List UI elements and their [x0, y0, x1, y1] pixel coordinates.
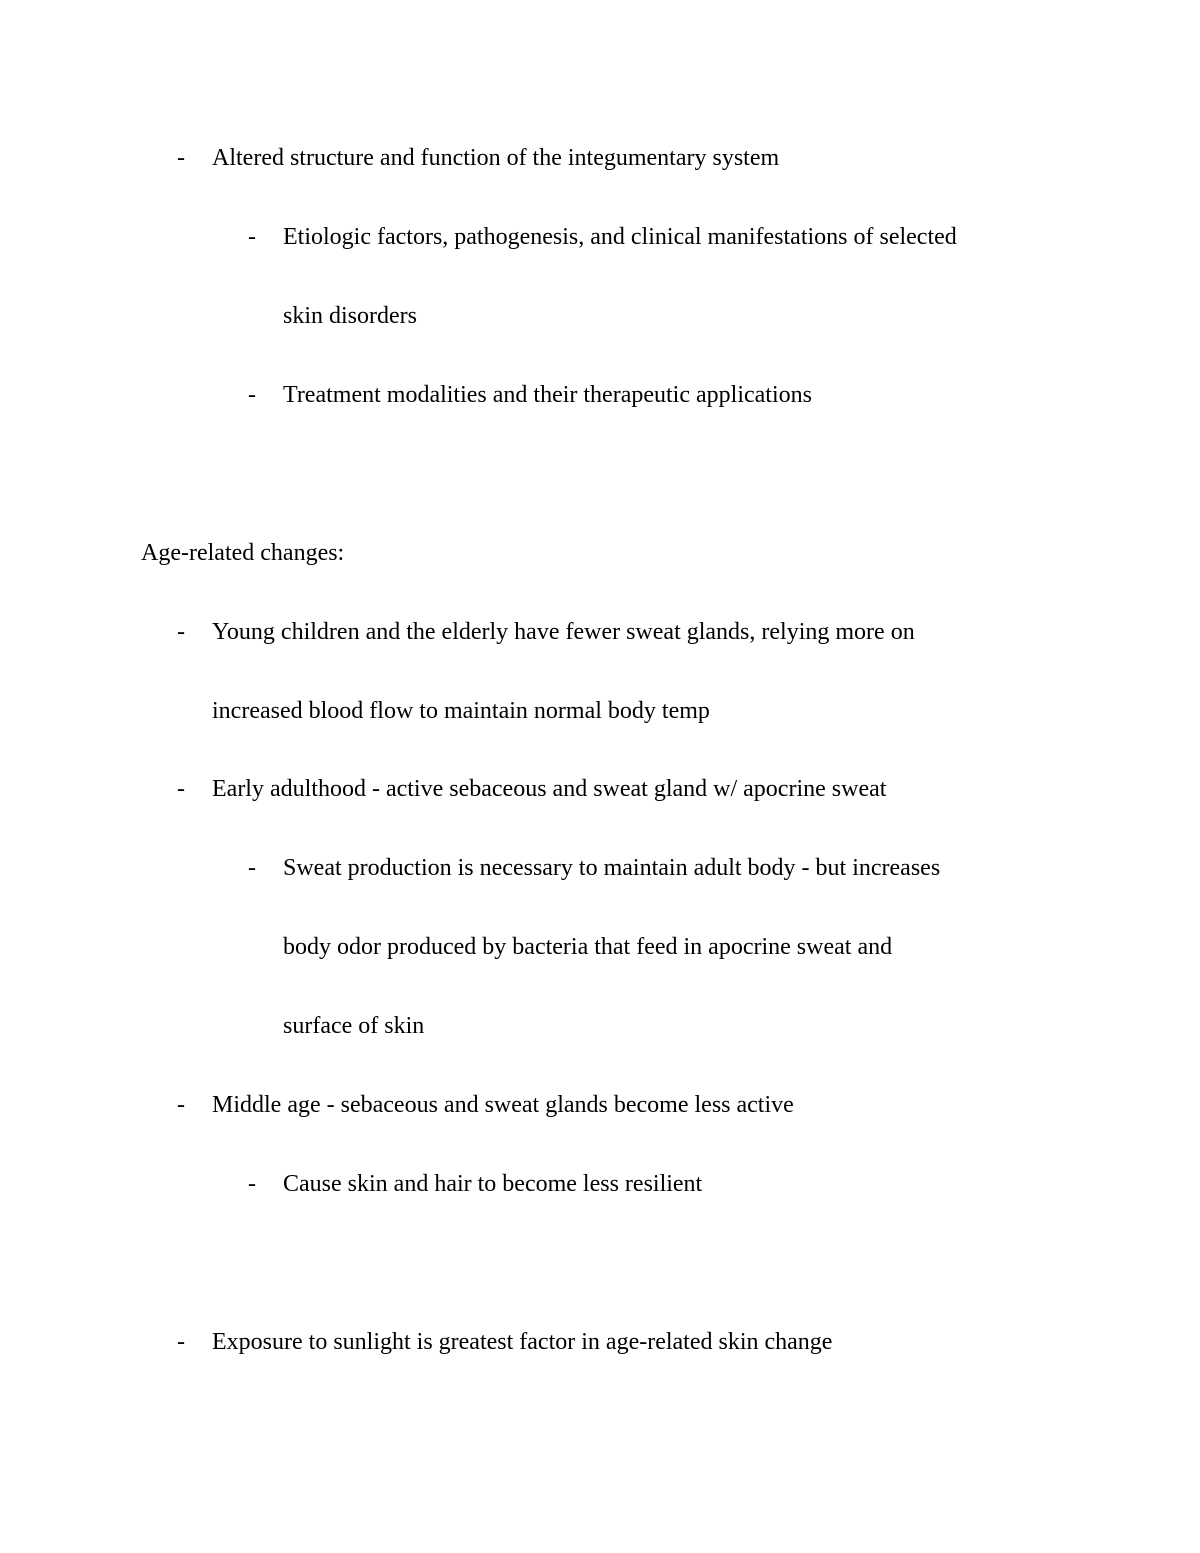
- bullet-dash: -: [248, 1171, 256, 1197]
- list-item-text: increased blood flow to maintain normal body temp: [212, 698, 710, 724]
- section-heading: Age-related changes:: [141, 540, 345, 566]
- sub-list-item-text: Sweat production is necessary to maintain adult body - but increases: [283, 855, 941, 881]
- list-item-text: Early adulthood - active sebaceous and sweat gland w/ apocrine sweat: [212, 776, 887, 802]
- bullet-dash: -: [177, 145, 185, 171]
- sub-list-item-text: Treatment modalities and their therapeutic applications: [283, 382, 812, 408]
- bullet-dash: -: [177, 619, 185, 645]
- sub-list-item-text: skin disorders: [283, 303, 417, 329]
- sub-list-item-text: surface of skin: [283, 1013, 425, 1039]
- bullet-dash: -: [248, 382, 256, 408]
- sub-list-item-text: Etiologic factors, pathogenesis, and clinical manifestations of selected: [283, 224, 957, 250]
- bullet-dash: -: [177, 776, 185, 802]
- bullet-dash: -: [177, 1329, 185, 1355]
- sub-list-item-text: body odor produced by bacteria that feed in apocrine sweat and: [283, 934, 893, 960]
- bullet-dash: -: [248, 224, 256, 250]
- sub-list-item-text: Cause skin and hair to become less resilient: [283, 1171, 703, 1197]
- list-item-text: Altered structure and function of the integumentary system: [212, 145, 780, 171]
- bullet-dash: -: [177, 1092, 185, 1118]
- list-item-text: Middle age - sebaceous and sweat glands become less active: [212, 1092, 794, 1118]
- list-item-text: Exposure to sunlight is greatest factor in age-related skin change: [212, 1329, 833, 1355]
- list-item-text: Young children and the elderly have fewer sweat glands, relying more on: [212, 619, 915, 645]
- bullet-dash: -: [248, 855, 256, 881]
